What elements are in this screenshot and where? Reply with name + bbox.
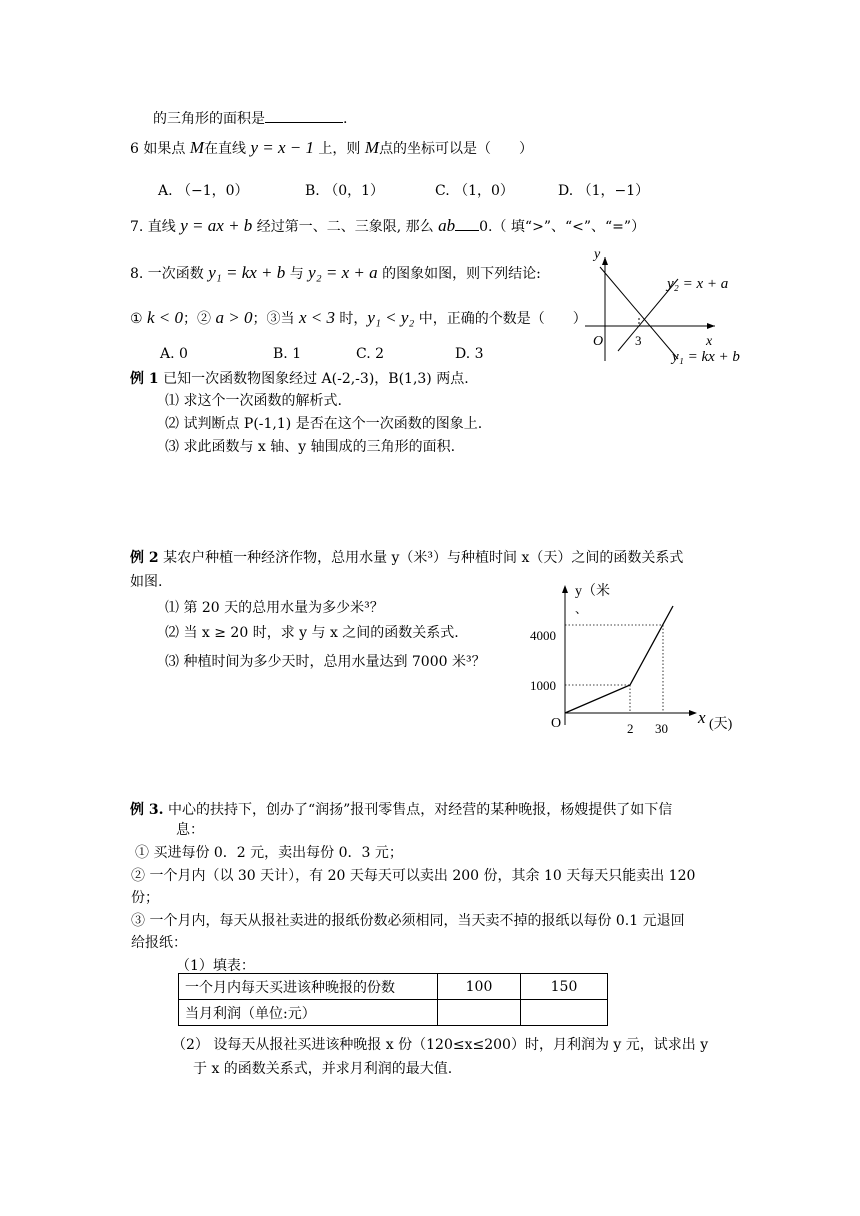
q7-equation: y = ax + b [180, 216, 253, 235]
ex2-x-unit: (天) [709, 717, 733, 732]
q8-graph [580, 245, 755, 370]
q7-suffix: 0.（ 填“>”、“<”、“=”） [479, 219, 646, 235]
q6-point-m: M [189, 138, 204, 157]
example-1-stem [130, 368, 469, 388]
example-2-item-3: ⑶ 种植时间为多少天时，总用水量达到 7000 米³？ [165, 654, 486, 670]
table-row [179, 974, 608, 1000]
q6-suffix: 点的坐标可以是（ ） [379, 141, 534, 157]
table-cell: 100 [438, 974, 521, 1000]
ex2-y-label-2: 、 [575, 602, 588, 616]
q6-mid2: 上，则 [313, 141, 365, 157]
question-8-line1 [130, 263, 541, 283]
ex2-tick-4000: 4000 [530, 628, 556, 643]
q8-c3: ；③当 [252, 311, 299, 327]
q8-eq1: y₁ = kx + b [208, 263, 286, 282]
example-3-item-3: ③ 一个月内，每天从报社卖进的报纸份数必须相同，当天卖不掉的报纸以每份 0.1 元退回 [131, 913, 685, 929]
q8-origin: O [593, 334, 604, 349]
table-cell[interactable] [521, 1000, 608, 1026]
q6-option-c: C. （1，0） [435, 183, 514, 199]
example-1-title: 例 1 [130, 371, 159, 387]
example-2-stem-2: 如图. [130, 574, 163, 590]
example-3-sub2-line1: （2） 设每天从报社买进该种晚报 x 份（120≤x≤200）时，月利润为 y 元，试求出 y [172, 1037, 709, 1053]
example-3-item-2: ② 一个月内（以 30 天计），有 20 天每天可以卖出 200 份，其余 10 天每天只能卖出 120 [131, 868, 696, 884]
q8-suffix: 的图象如图，则下列结论: [377, 266, 541, 282]
answer-blank [455, 216, 479, 231]
table-row [179, 1000, 608, 1026]
question-intro [153, 108, 347, 128]
example-2-text: 某农户种植一种经济作物，总用水量 y（米³）与种植时间 x（天）之间的函数关系式 [158, 550, 684, 566]
example-2-stem [130, 547, 683, 567]
intro-end: . [343, 111, 348, 127]
q8-a: a > 0 [215, 308, 253, 327]
example-1-text: 已知一次函数物图象经过 A(-2,-3)，B(1,3) 两点. [158, 371, 469, 387]
q7-mid: 经过第一、二、三象限, 那么 [252, 219, 439, 235]
example-2-title: 例 2 [130, 550, 159, 566]
q6-equation: y = x − 1 [250, 138, 314, 157]
ex2-x-label: x [698, 708, 706, 727]
ex2-tick-1000: 1000 [530, 678, 556, 693]
q8-c1: ① [130, 311, 148, 327]
example-3-text: 中心的扶持下，创办了“润扬”报刊零售点，对经营的某种晚报，杨嫂提供了如下信 [163, 802, 673, 818]
q8-c5: 中，正确的个数是（ ） [414, 311, 587, 327]
q8-prefix: 8. 一次函数 [130, 266, 209, 282]
q6-option-a: A. （−1，0） [158, 183, 249, 199]
q6-point-m2: M [364, 138, 380, 157]
example-3-item-1: ① 买进每份 0．2 元，卖出每份 0．3 元； [135, 845, 403, 861]
example-1-item-1: ⑴ 求这个一次函数的解析式. [165, 393, 342, 409]
q8-x: x < 3 [298, 308, 335, 327]
q8-c2: ；② [183, 311, 216, 327]
example-3-sub2-line2: 于 x 的函数关系式，并求月利润的最大值. [193, 1061, 453, 1077]
example-3-item-2b: 份； [131, 890, 159, 906]
q8-x-arrow [707, 323, 715, 329]
question-8-line2 [130, 308, 587, 328]
q8-c4: 时， [334, 311, 368, 327]
q8-label-y1: y₁ = kx + b [672, 349, 740, 365]
ex2-origin: O [551, 716, 562, 731]
example-3-item-3b: 给报纸： [131, 935, 187, 951]
example-3-stem [130, 799, 672, 819]
ex2-y-label: y（米 [575, 584, 610, 599]
table-cell: 一个月内每天买进该种晚报的份数 [179, 974, 438, 1000]
table-cell: 150 [521, 974, 608, 1000]
example-3-title: 例 3. [130, 802, 164, 818]
q8-option-b: B. 1 [273, 346, 302, 362]
q8-y-label: y [594, 247, 601, 262]
example-2-item-2: ⑵ 当 x ≥ 20 时，求 y 与 x 之间的函数关系式. [165, 625, 459, 641]
ex2-graph [525, 575, 745, 735]
q8-k: k < 0 [147, 308, 184, 327]
q7-ab: ab [438, 216, 456, 235]
q6-prefix: 6 如果点 [130, 141, 190, 157]
ex2-tick-30: 30 [655, 721, 668, 735]
q8-y-arrow [602, 257, 608, 265]
table-cell: 当月利润（单位:元） [179, 1000, 438, 1026]
q8-option-a: A. 0 [160, 346, 188, 362]
q8-eq2: y₂ = x + a [308, 263, 378, 282]
q8-option-d: D. 3 [455, 346, 484, 362]
ex2-line [565, 606, 673, 713]
example-1-item-2: ⑵ 试判断点 P(-1,1) 是否在这个一次函数的图象上. [165, 416, 483, 432]
q6-option-b: B. （0，1） [305, 183, 385, 199]
q8-mid: 与 [285, 266, 309, 282]
answer-blank [265, 108, 343, 123]
example-3-sub1: （1）填表： [176, 958, 255, 974]
ex2-x-arrow [689, 710, 697, 716]
example-2-item-1: ⑴ 第 20 天的总用水量为多少米³？ [165, 600, 384, 616]
intro-text: 的三角形的面积是 [153, 111, 265, 127]
ex2-y-arrow [562, 585, 568, 593]
q8-x-label: x [706, 334, 713, 349]
q8-tick-3: 3 [635, 333, 642, 348]
q8-y: y₁ < y₂ [367, 308, 415, 327]
q7-prefix: 7. 直线 [130, 219, 181, 235]
question-6 [130, 138, 533, 158]
q6-mid: 在直线 [203, 141, 251, 157]
example-3-stem-2: 息： [176, 822, 204, 838]
q6-option-d: D. （1，−1） [558, 183, 650, 199]
table-cell[interactable] [438, 1000, 521, 1026]
q8-label-y2: y₂ = x + a [667, 276, 729, 292]
q8-option-c: C. 2 [356, 346, 385, 362]
ex2-tick-2: 2 [627, 721, 634, 735]
question-7 [130, 216, 645, 236]
example-1-item-3: ⑶ 求此函数与 x 轴、y 轴围成的三角形的面积. [165, 439, 456, 455]
profit-table [178, 973, 608, 1026]
